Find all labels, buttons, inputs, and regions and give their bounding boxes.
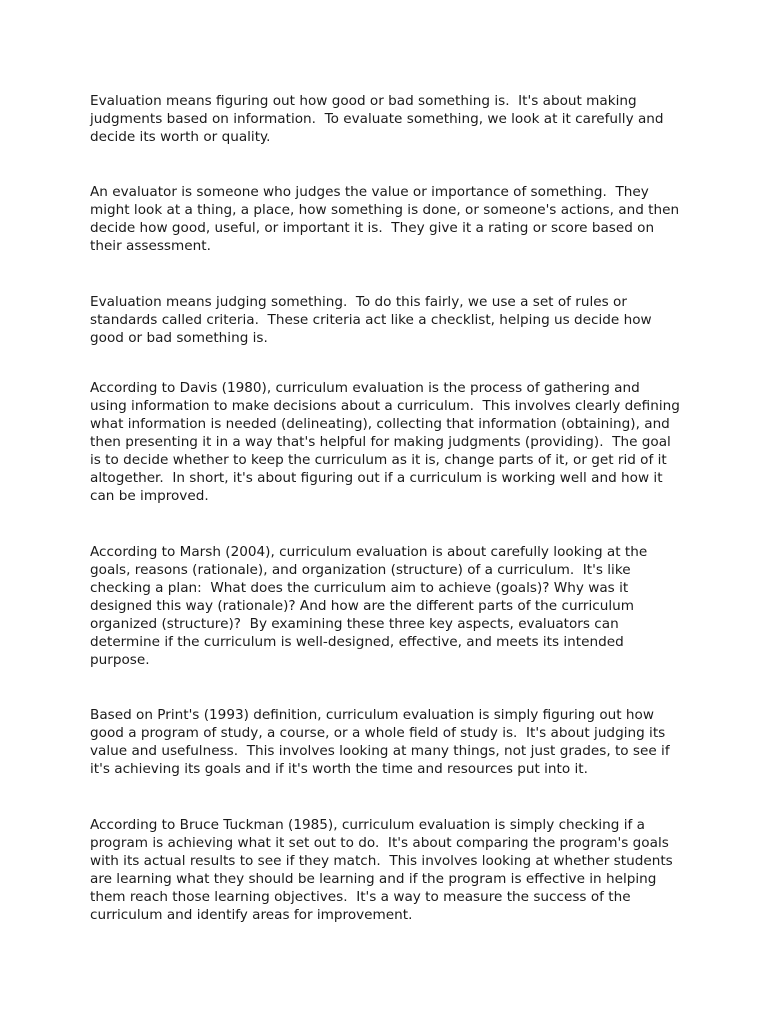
paragraph-evaluator-definition: An evaluator is someone who judges the value or importance of something. They might look at a thing, a place, how something is done, or someone's actions, and then decide how good, useful, or important it is. They give it a rating or score based on their assessment. — [90, 184, 684, 254]
paragraph-print-definition: Based on Print's (1993) definition, curriculum evaluation is simply figuring out how good a program of study, a course, or a whole field of study is. It's about judging its value and usefulness. This involves looking at many things, not just grades, to see if it's achieving its goals and if it's worth the time and resources put into it. — [90, 707, 674, 777]
paragraph-marsh-definition: According to Marsh (2004), curriculum evaluation is about carefully looking at the goals, reasons (rationale), and organization (structure) of a curriculum. It's like checking a plan: What does the curriculum aim to achieve (goals)? Why was it designed this way (rationale)? And how are the different parts of the curriculum organized (structure)? By examining these three key aspects, evaluators can determine if the curriculum is well-designed, effective, and meets its intended purpose. — [90, 544, 652, 668]
paragraph-davis-definition: According to Davis (1980), curriculum evaluation is the process of gathering and using information to make decisions about a curriculum. This involves clearly defining what information is needed (delineating), collecting that information (obtaining), and then presenting it in a way that's helpful for making judgments (providing). The goal is to decide whether to keep the curriculum as it is, change parts of it, or get rid of it altogether. In short, it's about figuring out if a curriculum is working well and how it can be improved. — [90, 380, 685, 504]
paragraph-tuckman-definition: According to Bruce Tuckman (1985), curriculum evaluation is simply checking if a program is achieving what it set out to do. It's about comparing the program's goals with its actual results to see if they match. This involves looking at whether students are learning what they should be learning and if the program is effective in helping them reach those learning objectives. It's a way to measure the success of the curriculum and identify areas for improvement. — [90, 817, 678, 923]
document-body — [90, 92, 685, 924]
paragraph-evaluation-definition: Evaluation means figuring out how good or bad something is. It's about making judgments based on information. To evaluate something, we look at it carefully and decide its worth or quality. — [90, 93, 668, 145]
paragraph-evaluation-criteria: Evaluation means judging something. To do this fairly, we use a set of rules or standards called criteria. These criteria act like a checklist, helping us decide how good or bad something is. — [90, 294, 656, 346]
